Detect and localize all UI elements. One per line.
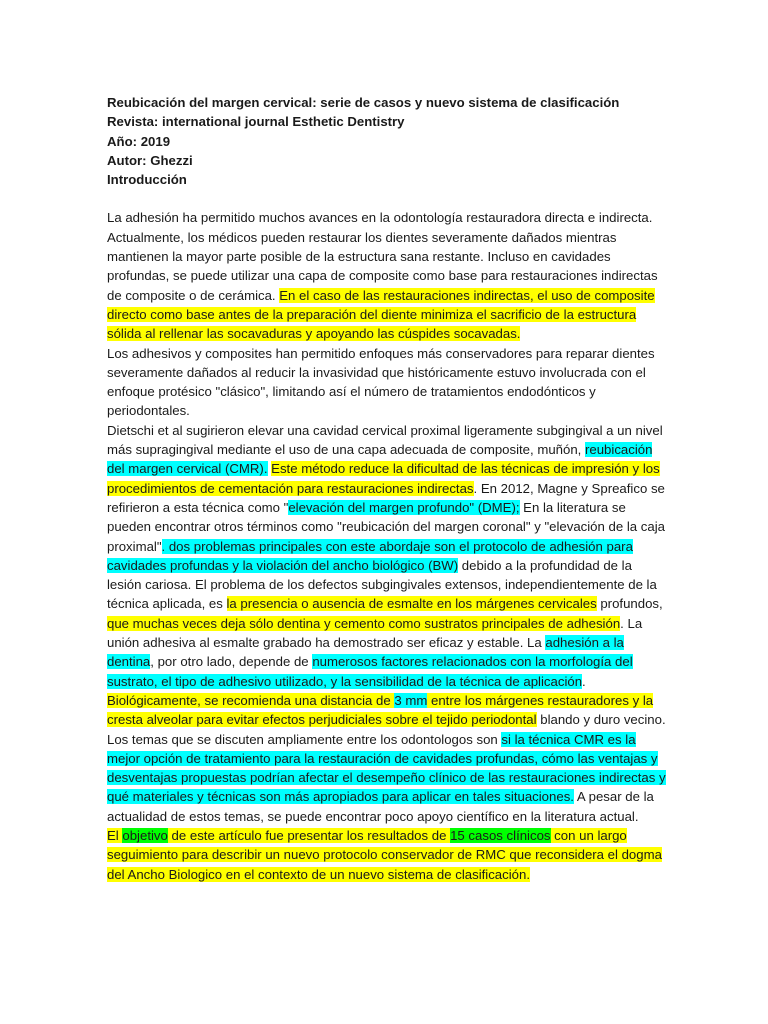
text-run: Los adhesivos y composites han permitido enfoques más conservadores para reparar dientes severamente dañados al reducir la invasividad que históricamente estuvo involucrada con el enfoque protésico "clásico", limitando así el número de tratamientos endodónticos y periodontales. — [107, 345, 655, 419]
paragraph-5 — [107, 826, 668, 884]
text-run: blando y duro vecino. — [536, 712, 666, 728]
highlight-yellow: En el caso de las restauraciones indirectas, el uso de composite directo como base antes de la preparación del diente minimiza el sacrificio de la estructura sólida al rellenar las socavaduras y apoyando las cúspides socavadas. — [107, 287, 655, 342]
journal-line: Revista: international journal Esthetic Dentistry — [107, 114, 405, 130]
highlight-yellow: entre los márgenes restauradores y la cresta alveolar para evitar efectos perjudiciales sobre el tejido periodontal — [107, 692, 654, 728]
year-line: Año: 2019 — [107, 133, 171, 149]
text-run: En la literatura se pueden encontrar otros términos como "reubicación del margen coronal" y "elevación de la caja proximal" — [107, 499, 665, 554]
highlight-yellow: de este artículo fue presentar los resultados de — [167, 827, 451, 843]
highlight-yellow: que muchas veces deja sólo dentina y cemento como sustratos principales de adhesión — [107, 615, 621, 631]
text-run: Los temas que se discuten ampliamente entre los odontologos son — [107, 731, 502, 747]
highlight-cyan: elevación del margen profundo" (DME); — [288, 499, 520, 515]
highlight-cyan: reubicación del margen cervical (CMR). — [107, 442, 653, 477]
highlight-yellow: El — [107, 827, 123, 843]
highlight-cyan: numerosos factores relacionados con la morfología del sustrato, el tipo de adhesivo utilizado, y la sensibilidad de la técnica de aplicación — [107, 654, 633, 689]
highlight-cyan: si la técnica CMR es la mejor opción de tratamiento para la restauración de cavidades profundas, cómo las ventajas y desventajas propuestas podrían afectar el desempeño clínico de las restauraciones indirectas y qué materiales y técnicas son más apropiados para aplicar en tales situaciones. — [107, 731, 666, 805]
highlight-cyan: 3 mm — [394, 692, 428, 708]
text-run: . En 2012, Magne y Spreafico se refirieron a esta técnica como " — [107, 480, 665, 515]
document-title: Reubicación del margen cervical: serie de casos y nuevo sistema de clasificación — [107, 95, 620, 110]
text-run: debido a la profundidad de la lesión cariosa. El problema de los defectos subgingivales extensos, independientemente de la técnica aplicada, es — [107, 557, 657, 612]
text-run: A pesar de la actualidad de estos temas, se puede encontrar poco apoyo científico en la literatura actual. — [107, 789, 654, 824]
text-run: . La unión adhesiva al esmalte grabado ha demostrado ser eficaz y estable. La — [107, 615, 643, 651]
text-run: La adhesión ha permitido muchos avances en la odontología restauradora directa e indirecta. Actualmente, los médicos pueden restaurar los dientes severamente dañados mientras mantienen la mayor parte posible de la estructura sana restante. Incluso en cavidades profundas, se puede utilizar una capa de composite como base para restauraciones indirectas de composite o de cerámica. — [107, 210, 658, 303]
paragraph-1 — [107, 208, 668, 343]
author-line: Autor: Ghezzi — [107, 152, 193, 168]
highlight-green: objetivo — [122, 827, 168, 843]
paragraph-4 — [107, 730, 668, 826]
highlight-cyan: adhesión a la dentina — [107, 635, 624, 670]
highlight-yellow: con un largo seguimiento para describir un nuevo protocolo conservador de RMC que reconsidera el dogma del Ancho Biologico en el contexto de un nuevo sistema de clasificación. — [107, 827, 662, 882]
text-run: . — [582, 673, 586, 689]
section-heading: Introducción — [107, 172, 187, 188]
paragraph-3 — [107, 421, 668, 730]
text-run: , por otro lado, depende de — [150, 654, 313, 670]
highlight-yellow: la presencia o ausencia de esmalte en los márgenes cervicales — [226, 596, 597, 612]
highlight-yellow: Este método reduce la dificultad de las técnicas de impresión y los procedimientos de cementación para restauraciones indirectas — [107, 461, 660, 496]
highlight-cyan: . dos problemas principales con este abordaje son el protocolo de adhesión para cavidades profundas y la violación del ancho biológico (BW) — [107, 538, 633, 573]
text-run: profundos, — [596, 596, 663, 612]
document-header — [107, 93, 668, 189]
paragraph-2 — [107, 344, 668, 421]
highlight-green: 15 casos clínicos — [450, 827, 551, 843]
text-run: Dietschi et al sugirieron elevar una cavidad cervical proximal ligeramente subgingival a un nivel más supragingival mediante el uso de una capa adecuada de composite, muñón, — [107, 422, 663, 458]
highlight-yellow: Biológicamente, se recomienda una distancia de — [107, 692, 395, 708]
